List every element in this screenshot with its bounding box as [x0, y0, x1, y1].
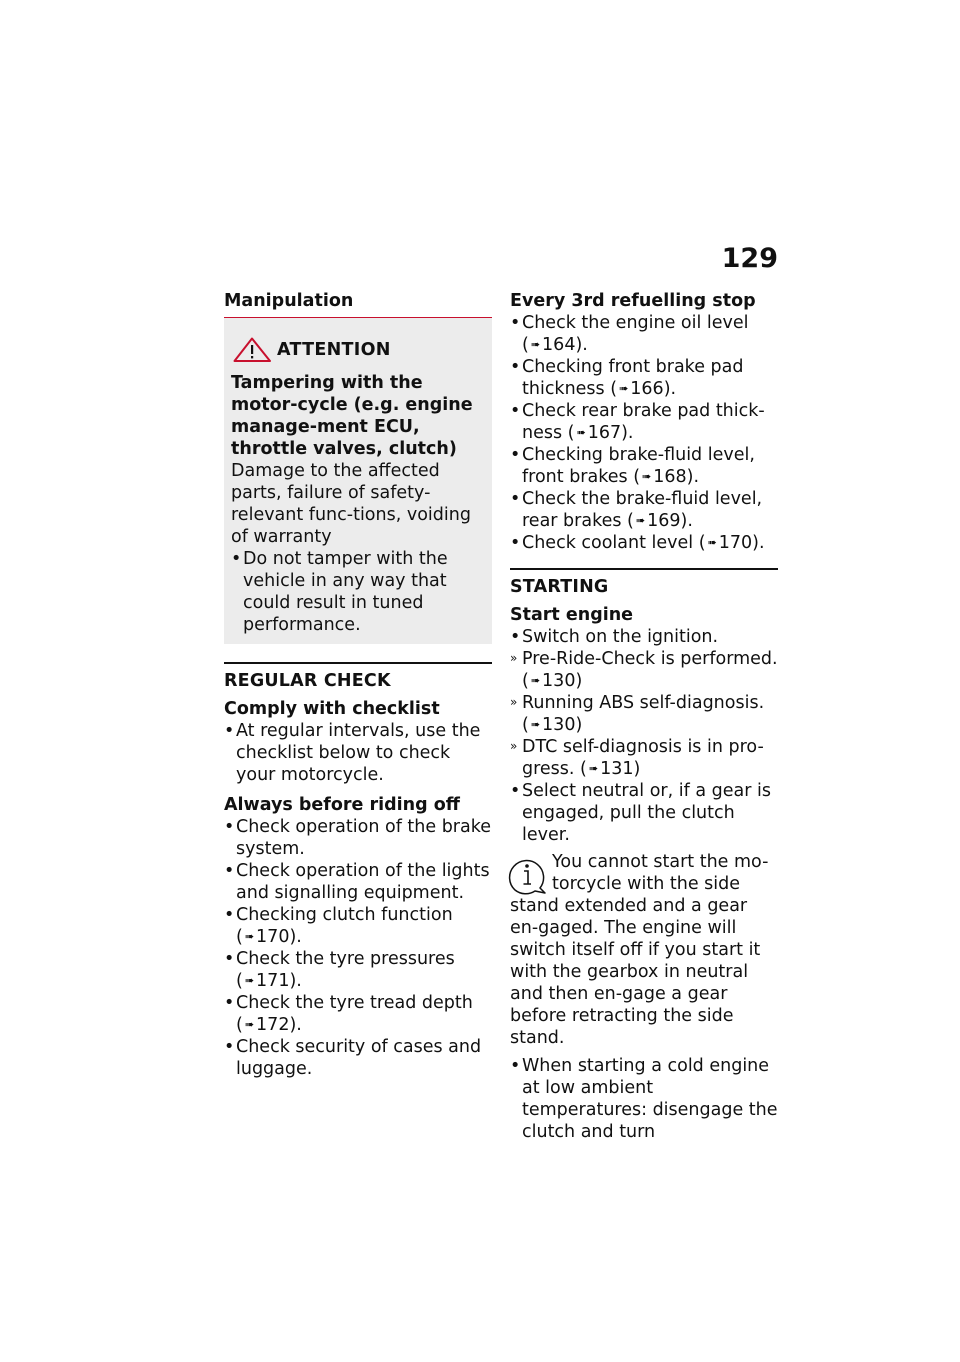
list-item: • Check the tyre pressures ( ➠ 171). [224, 948, 492, 992]
note-text-first: You cannot start the mo-torcycle with the side [552, 852, 769, 894]
attention-list [231, 548, 484, 636]
page-ref-arrow-icon: ➠ [619, 382, 629, 395]
attention-text: Damage to the affected parts, failure of safety-relevant func-tions, voiding of warranty [231, 461, 471, 547]
list-item: » Pre-Ride-Check is performed. ( ➠ 130) [510, 648, 778, 692]
right-column [510, 290, 778, 1143]
list-item: • Switch on the ignition. [510, 626, 778, 648]
page-ref-arrow-icon: ➠ [576, 426, 586, 439]
starting-title: STARTING [510, 577, 609, 597]
list-item: • Checking front brake pad thickness ( ➠ 166). [510, 356, 778, 400]
page-ref-link[interactable]: 169 [647, 511, 681, 531]
page-ref-arrow-icon: ➠ [530, 674, 541, 687]
list-item: » Running ABS self-diagnosis. ( ➠ 130) [510, 692, 778, 736]
page-ref-arrow-icon: ➠ [707, 536, 717, 549]
list-item: • Check coolant level ( ➠ 170). [510, 532, 778, 554]
page-ref-link[interactable]: 170 [256, 927, 290, 947]
list-item: • Check the engine oil level ( ➠ 164). [510, 312, 778, 356]
page-ref-arrow-icon: ➠ [635, 514, 646, 527]
page-ref-arrow-icon: ➠ [588, 762, 599, 775]
info-note [510, 851, 778, 1049]
page-ref-link[interactable]: 131 [600, 759, 634, 779]
regular-check-title: REGULAR CHECK [224, 671, 391, 691]
left-column [224, 290, 492, 1080]
page-ref-arrow-icon: ➠ [244, 974, 255, 987]
cold-start-list [510, 1055, 778, 1143]
list-item: • Select neutral or, if a gear is engaged, pull the clutch lever. [510, 780, 778, 846]
attention-box [224, 318, 492, 644]
comply-bullet: • At regular intervals, use the checklist below to check your motorcycle. [224, 720, 492, 786]
page-ref-link[interactable]: 172 [256, 1015, 290, 1035]
info-icon [507, 855, 549, 895]
list-item: • Check security of cases and luggage. [224, 1036, 492, 1080]
attention-bullet: • Do not tamper with the vehicle in any way that could result in tuned performance. [231, 548, 484, 636]
list-item: • Check rear brake pad thick-ness ( ➠ 167). [510, 400, 778, 444]
list-item: • Check operation of the brake system. [224, 816, 492, 860]
attention-header [233, 338, 484, 362]
page-ref-link[interactable]: 164 [542, 335, 576, 355]
page-ref-link[interactable]: 167 [587, 423, 622, 443]
page-number: 129 [721, 243, 778, 274]
neutral-list [510, 780, 778, 846]
start-results-list [510, 648, 778, 780]
page-ref-arrow-icon: ➠ [530, 338, 541, 351]
page-ref-link[interactable]: 130 [542, 715, 576, 735]
start-engine-list [510, 626, 778, 648]
list-item: • Checking brake-fluid level, front brakes ( ➠ 168). [510, 444, 778, 488]
page-ref-arrow-icon: ➠ [642, 470, 652, 483]
comply-heading: Comply with checklist [224, 699, 440, 719]
list-item: • Check the tyre tread depth ( ➠ 172). [224, 992, 492, 1036]
list-item: • When starting a cold engine at low ambient temperatures: disengage the clutch and turn [510, 1055, 778, 1143]
always-heading: Always before riding off [224, 795, 460, 815]
list-item: • Checking clutch function ( ➠ 170). [224, 904, 492, 948]
warning-triangle-icon [233, 337, 273, 363]
page-ref-arrow-icon: ➠ [530, 718, 541, 731]
attention-subtitle: Tampering with the motor-cycle (e.g. engine manage-ment ECU, throttle valves, clutch) [231, 373, 473, 459]
note-text-rest: stand extended and a gear en-gaged. The engine will switch itself off if you start it with the gearbox in neutral and then en-gage a gear before retracting the side stand. [510, 896, 761, 1048]
page-ref-link[interactable]: 168 [653, 467, 687, 487]
page-ref-link[interactable]: 166 [630, 379, 664, 399]
page-ref-arrow-icon: ➠ [244, 1018, 255, 1031]
comply-list [224, 720, 492, 786]
page-ref-link[interactable]: 171 [256, 971, 290, 991]
manipulation-heading: Manipulation [224, 291, 354, 311]
page-ref-link[interactable]: 130 [542, 671, 576, 691]
start-engine-heading: Start engine [510, 605, 634, 625]
every-3rd-list [510, 312, 778, 554]
list-item: » DTC self-diagnosis is in pro-gress. ( ➠ 131) [510, 736, 778, 780]
every-3rd-heading: Every 3rd refuelling stop [510, 291, 756, 311]
attention-label: ATTENTION [277, 340, 391, 360]
list-item: • Check the brake-fluid level, rear brakes ( ➠ 169). [510, 488, 778, 532]
list-item: • Check operation of the lights and signalling equipment. [224, 860, 492, 904]
page-ref-arrow-icon: ➠ [244, 930, 255, 943]
page-ref-link[interactable]: 170 [718, 533, 753, 553]
always-list [224, 816, 492, 1080]
